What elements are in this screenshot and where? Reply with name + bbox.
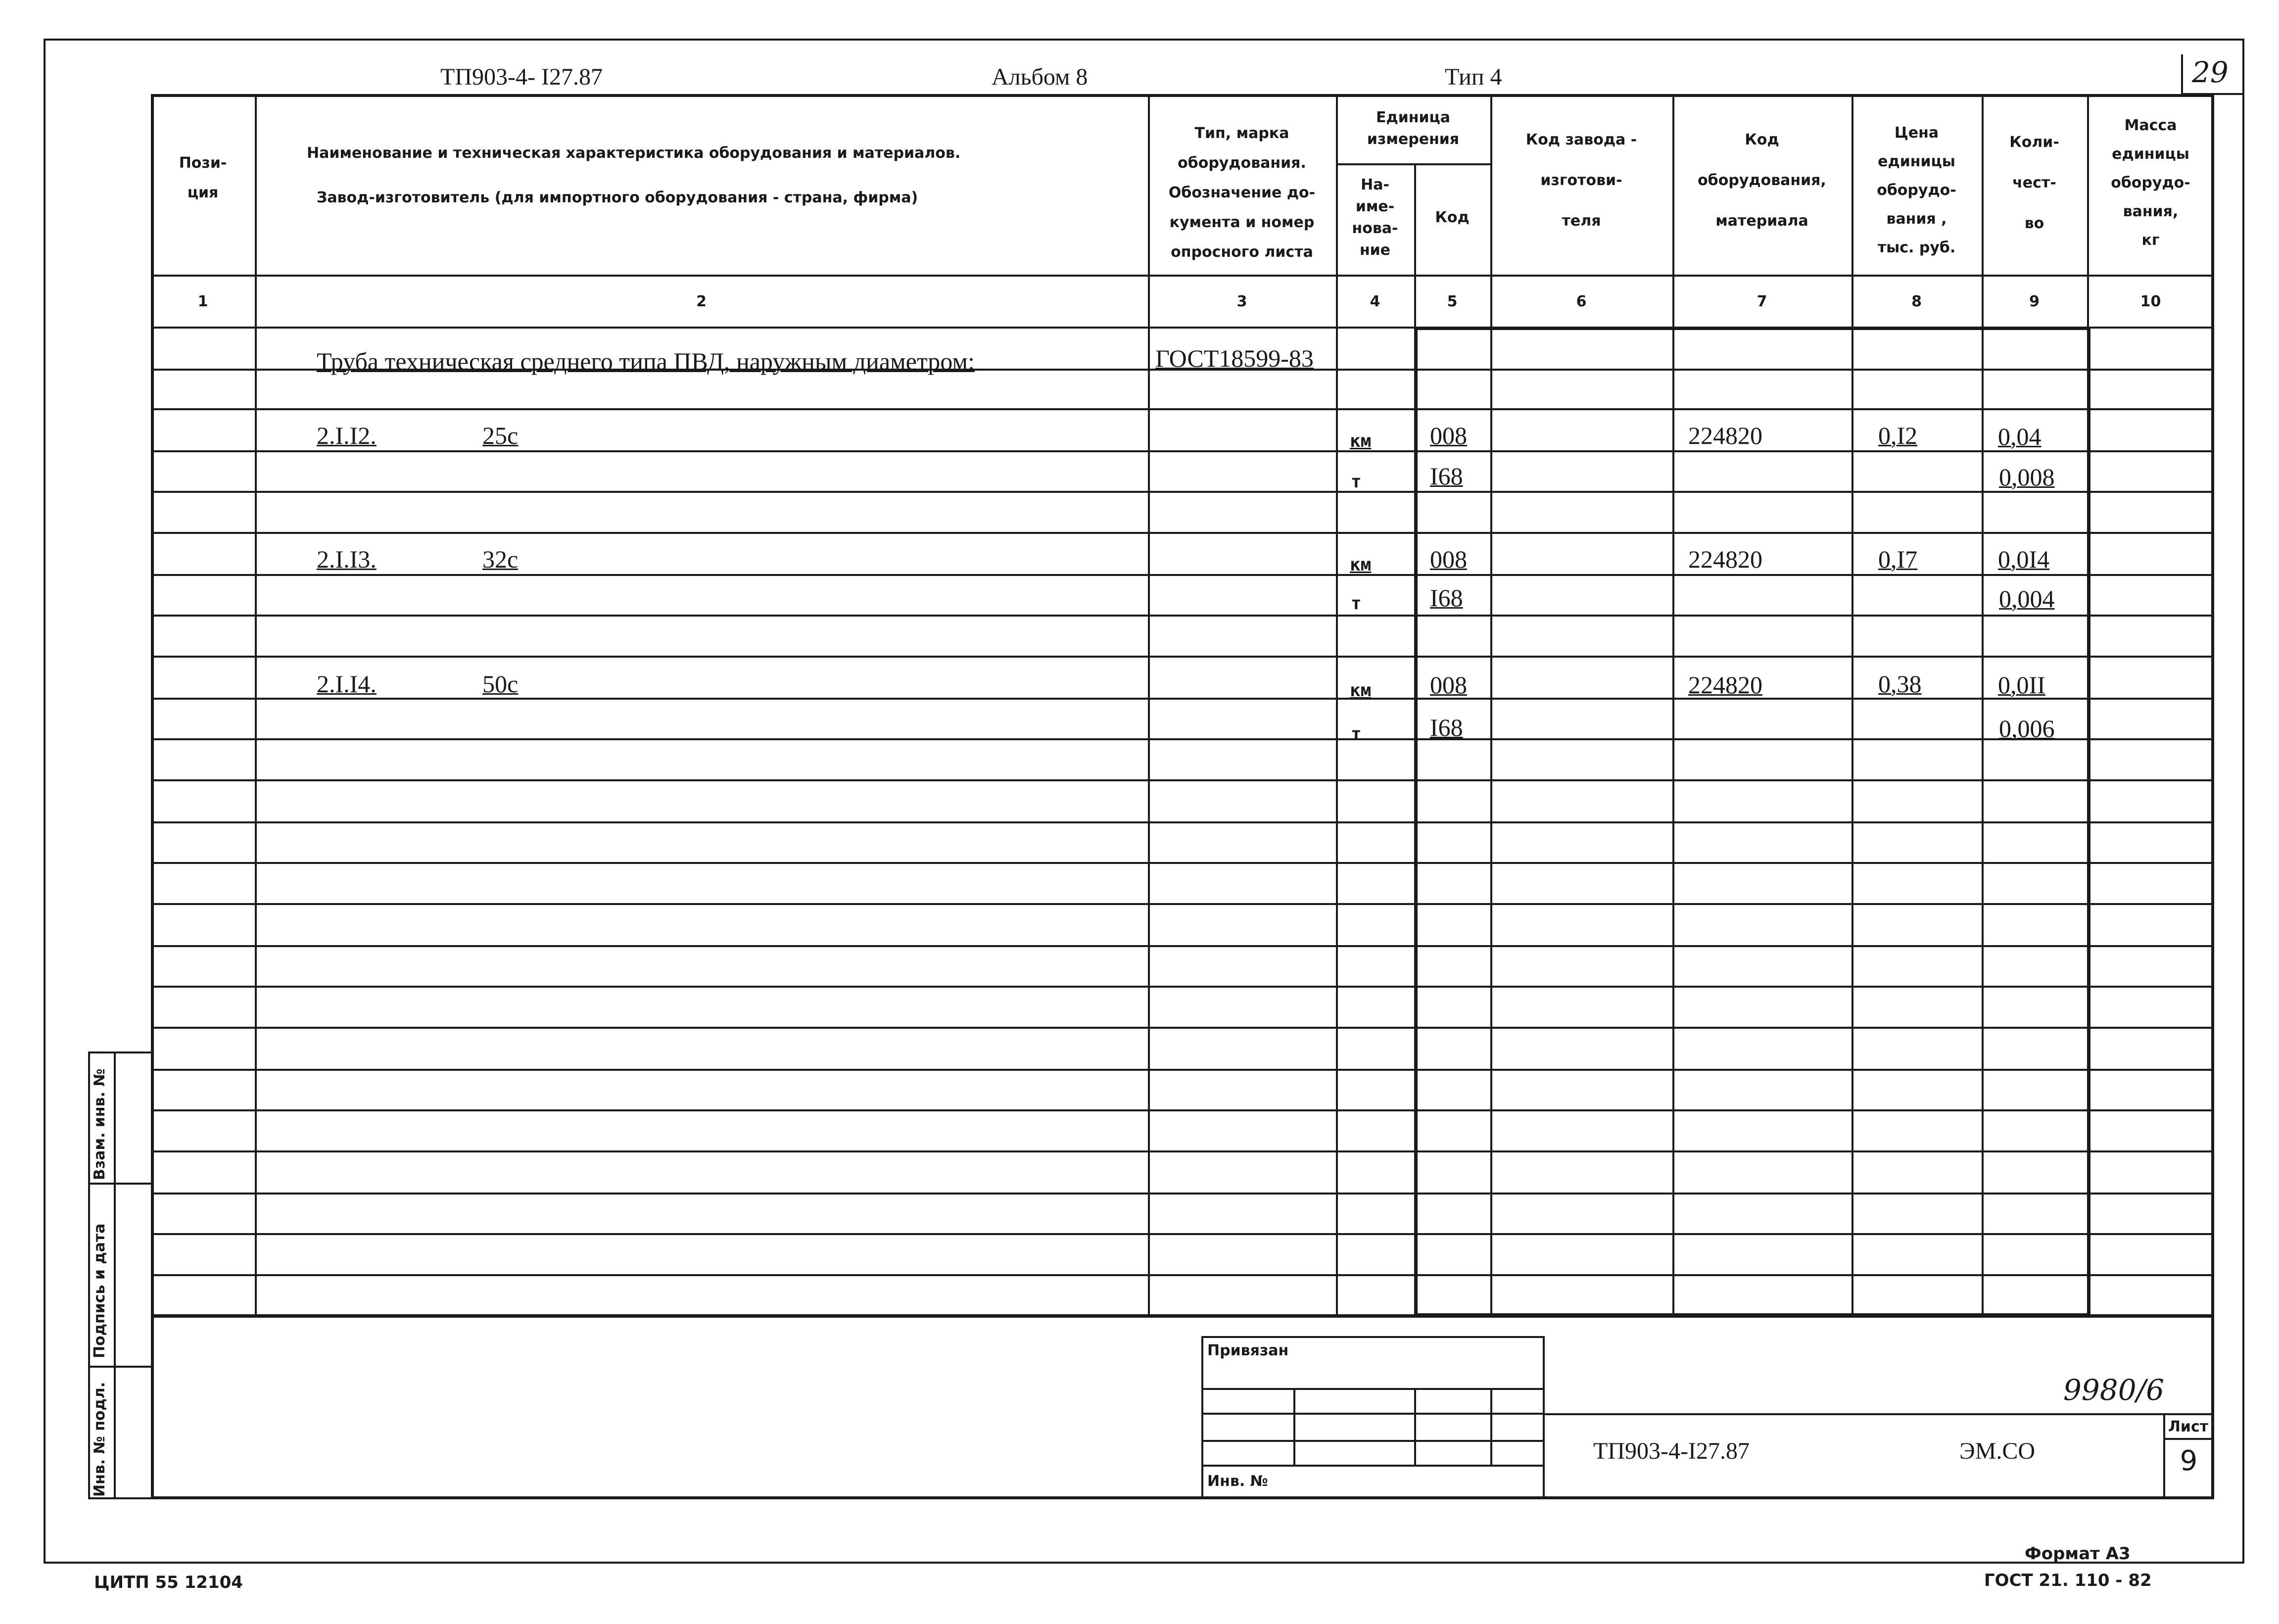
item-unit-code-2: I68 bbox=[1430, 462, 1463, 490]
footer-code: ЦИТП 55 12104 bbox=[94, 1573, 243, 1592]
item-unit-name: км bbox=[1350, 680, 1372, 701]
item-qty: 0,0I4 bbox=[1998, 545, 2050, 573]
row-line bbox=[151, 821, 2214, 823]
unit-header-split bbox=[1336, 163, 1490, 165]
header-bottom-line bbox=[151, 275, 2214, 277]
table-bottom-line bbox=[151, 1314, 2214, 1318]
titleblock-mark: ЭМ.СО bbox=[1959, 1438, 2036, 1464]
col-number-9: 9 bbox=[2029, 293, 2040, 310]
privyazan-line bbox=[1201, 1440, 1545, 1442]
item-position: 2.I.I3. bbox=[317, 545, 377, 573]
col-number-2: 2 bbox=[696, 293, 707, 310]
sheet-number-divider bbox=[2163, 1438, 2214, 1440]
row-line bbox=[151, 532, 2214, 534]
side-label-vzam: Взам. инв. № bbox=[91, 1068, 108, 1180]
col-unit-name-header: На- име- нова- ние bbox=[1352, 176, 1398, 259]
privyazan-line bbox=[1201, 1413, 1545, 1415]
item-unit-name-2: т bbox=[1351, 593, 1362, 614]
col-equip-code-header: Код оборудования, материала bbox=[1698, 131, 1826, 230]
col-number-8: 8 bbox=[1911, 293, 1922, 310]
col-divider-2 bbox=[1148, 94, 1150, 1316]
privyazan-line bbox=[1201, 1465, 1545, 1467]
col-divider-7 bbox=[1852, 94, 1853, 1316]
col-number-10: 10 bbox=[2140, 293, 2161, 310]
row-line bbox=[151, 903, 2214, 905]
col-factory-code-header: Код завода - изготови- теля bbox=[1525, 131, 1637, 230]
row-line bbox=[151, 945, 2214, 947]
col-number-1: 1 bbox=[197, 293, 208, 310]
item-position: 2.I.I4. bbox=[317, 670, 377, 698]
col-number-3: 3 bbox=[1236, 293, 1247, 310]
item-equip-code: 224820 bbox=[1688, 545, 1762, 573]
privyazan-label: Привязан bbox=[1207, 1342, 1289, 1359]
item-equip-code: 224820 bbox=[1688, 671, 1762, 699]
col-unit-code-header: Код bbox=[1435, 209, 1470, 226]
privyazan-col bbox=[1293, 1388, 1295, 1465]
item-size: 32с bbox=[482, 545, 519, 573]
col-unit-header: Единица измерения bbox=[1367, 109, 1460, 148]
col-divider-1 bbox=[255, 94, 257, 1316]
col-number-6: 6 bbox=[1576, 293, 1587, 310]
footer-format: Формат А3 bbox=[2025, 1544, 2131, 1564]
privyazan-col bbox=[1414, 1388, 1416, 1465]
row-line bbox=[151, 986, 2214, 988]
item-unit-code-2: I68 bbox=[1430, 584, 1463, 612]
item-unit-name: км bbox=[1350, 431, 1372, 451]
side-stamp-inner-line bbox=[114, 1051, 116, 1499]
item-size: 50с bbox=[482, 670, 519, 698]
pipe-standard: ГОСТ18599-83 bbox=[1155, 344, 1314, 372]
row-line bbox=[151, 1027, 2214, 1029]
col-number-7: 7 bbox=[1757, 293, 1767, 310]
item-price: 0,I2 bbox=[1878, 422, 1918, 449]
row-line bbox=[151, 862, 2214, 864]
row-line bbox=[151, 1150, 2214, 1152]
row-line bbox=[151, 408, 2214, 410]
col-divider-6 bbox=[1672, 94, 1674, 1316]
item-unit-code: 008 bbox=[1430, 545, 1467, 573]
col-divider-5 bbox=[1490, 94, 1492, 1316]
col-divider-8 bbox=[1982, 94, 1984, 1316]
row-line bbox=[151, 1233, 2214, 1235]
row-line bbox=[151, 1109, 2214, 1111]
row-line bbox=[151, 574, 2214, 576]
item-size: 25с bbox=[482, 422, 519, 449]
item-qty-2: 0,008 bbox=[1999, 463, 2055, 491]
footer-gost: ГОСТ 21. 110 - 82 bbox=[1984, 1571, 2152, 1590]
col-mass-header: Масса единицы оборудо- вания, кг bbox=[2111, 117, 2190, 249]
corner-divider bbox=[2181, 54, 2183, 94]
item-qty-2: 0,004 bbox=[1999, 585, 2055, 613]
item-unit-name: км bbox=[1350, 555, 1372, 575]
col-number-4: 4 bbox=[1370, 293, 1380, 310]
row-line bbox=[151, 1193, 2214, 1194]
page-corner-number: 29 bbox=[2192, 55, 2229, 89]
row-line bbox=[151, 779, 2214, 781]
row-line bbox=[151, 1274, 2214, 1276]
item-qty: 0,04 bbox=[1998, 423, 2042, 450]
col-number-5: 5 bbox=[1447, 293, 1458, 310]
item-unit-name-2: т bbox=[1351, 724, 1362, 744]
col-type-header: Тип, марка оборудования. Обозначение до- кумента и номер опросного листа bbox=[1168, 125, 1316, 261]
corner-underline bbox=[2181, 93, 2244, 95]
col-pos-header: Пози- ция bbox=[179, 154, 227, 201]
col-name-header-line1: Наименование и техническая характеристика оборудования и материалов. bbox=[307, 144, 961, 162]
item-unit-name-2: т bbox=[1351, 472, 1362, 492]
row-line bbox=[151, 656, 2214, 658]
inv-no-label: Инв. № bbox=[1207, 1473, 1268, 1490]
side-stamp-divider-2 bbox=[88, 1366, 151, 1368]
side-label-podpis: Подпись и дата bbox=[91, 1223, 108, 1358]
side-label-inv: Инв. № подл. bbox=[91, 1382, 108, 1497]
item-qty-2: 0,006 bbox=[1999, 715, 2055, 742]
item-unit-code-2: I68 bbox=[1430, 714, 1463, 741]
row-line bbox=[151, 1069, 2214, 1071]
item-qty: 0,0II bbox=[1998, 671, 2045, 699]
sheet-label: Лист bbox=[2168, 1418, 2209, 1435]
titleblock-top-line bbox=[1545, 1413, 2214, 1415]
header-album: Альбом 8 bbox=[992, 64, 1088, 90]
handwritten-number: 9980/6 bbox=[2063, 1373, 2165, 1407]
row-line bbox=[151, 491, 2214, 493]
col-price-header: Цена единицы оборудо- вания , тыс. руб. bbox=[1877, 124, 1956, 256]
privyazan-line bbox=[1201, 1388, 1545, 1390]
item-price: 0,38 bbox=[1878, 670, 1922, 698]
row-line bbox=[151, 738, 2214, 740]
numbers-bottom-line bbox=[151, 327, 2214, 329]
pipe-title: Труба техническая среднего типа ПВД, наружным диаметром: bbox=[317, 347, 975, 375]
item-position: 2.I.I2. bbox=[317, 422, 377, 449]
row-line bbox=[151, 615, 2214, 617]
item-unit-code: 008 bbox=[1430, 671, 1467, 699]
row-line bbox=[151, 450, 2214, 452]
col-divider-3 bbox=[1336, 94, 1338, 1316]
header-doc-code: ТП903-4- I27.87 bbox=[440, 64, 603, 90]
col-name-header-line2: Завод-изготовитель (для импортного оборудования - страна, фирма) bbox=[317, 189, 918, 206]
item-price: 0,I7 bbox=[1878, 545, 1918, 573]
side-stamp-divider-1 bbox=[88, 1183, 151, 1185]
item-equip-code: 224820 bbox=[1688, 422, 1762, 449]
titleblock-doc-code: ТП903-4-I27.87 bbox=[1593, 1438, 1750, 1464]
privyazan-col bbox=[1490, 1388, 1492, 1465]
header-type: Тип 4 bbox=[1445, 64, 1502, 90]
col-qty-header: Коли- чест- во bbox=[2009, 134, 2059, 232]
sheet-number: 9 bbox=[2180, 1445, 2198, 1477]
item-unit-code: 008 bbox=[1430, 422, 1467, 449]
